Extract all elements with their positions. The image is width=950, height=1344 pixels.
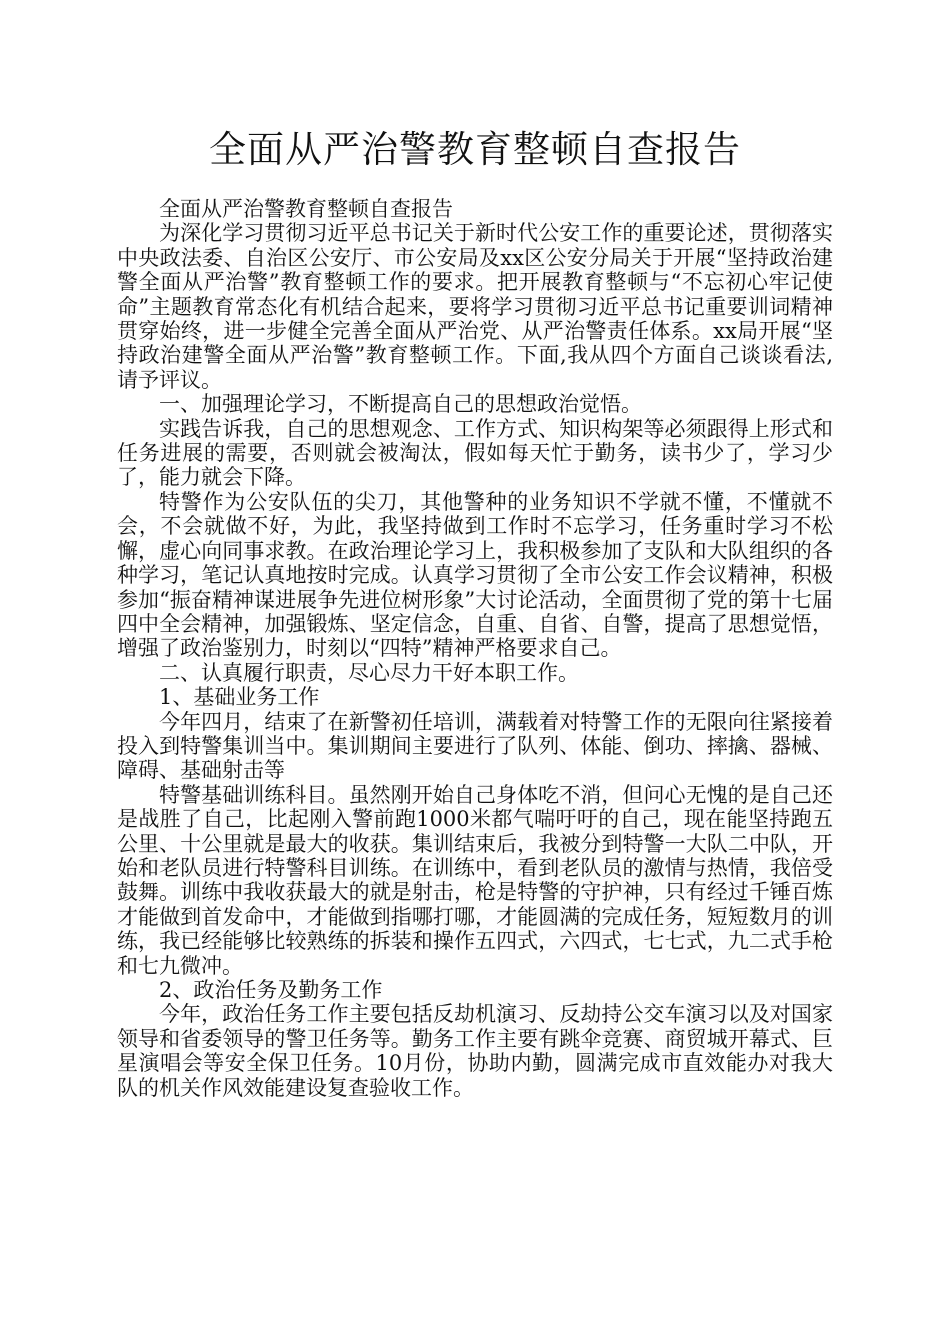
paragraph: 今年，政治任务工作主要包括反劫机演习、反劫持公交车演习以及对国家领导和省委领导的警卫任务等。勤务工作主要有跳伞竞赛、商贸城开幕式、巨星演唱会等安全保卫任务。10月份，协助内勤，圆满完成市直效能办对我大队的机关作风效能建设复查验收工作。	[117, 1002, 833, 1100]
subsection-heading-1: 1、基础业务工作	[159, 685, 320, 710]
document-body	[117, 197, 833, 1100]
paragraph: 特警作为公安队伍的尖刀，其他警种的业务知识不学就不懂，不懂就不会，不会就做不好，为此，我坚持做到工作时不忘学习，任务重时学习不松懈，虚心向同事求教。在政治理论学习上，我积极参加了支队和大队组织的各种学习，笔记认真地按时完成。认真学习贯彻了全市公安工作会议精神，积极参加“振奋精神谋进展争先进位树形象”大讨论活动，全面贯彻了党的第十七届四中全会精神，加强锻炼、坚定信念，自重、自省、自警，提高了思想觉悟，增强了政治鉴别力，时刻以“四特”精神严格要求自己。	[117, 489, 833, 661]
section-heading-2: 二、认真履行职责，尽心尽力干好本职工作。	[159, 660, 579, 685]
paragraph: 特警基础训练科目。虽然刚开始自己身体吃不消，但问心无愧的是自己还是战胜了自己，比起刚入警前跑1000米都气喘吁吁的自己，现在能坚持跑五公里、十公里就是最大的收获。集训结束后，我被分到特警一大队二中队，开始和老队员进行特警科目训练。在训练中，看到老队员的激情与热情，我倍受鼓舞。训练中我收获最大的就是射击，枪是特警的守护神，只有经过千锤百炼才能做到首发命中，才能做到指哪打哪，才能圆满的完成任务，短短数月的训练，我已经能够比较熟练的拆装和操作五四式，六四式，七七式，九二式手枪和七九微冲。	[117, 782, 833, 978]
paragraph-subtitle: 全面从严治警教育整顿自查报告	[159, 197, 453, 221]
paragraph: 今年四月，结束了在新警初任培训，满载着对特警工作的无限向往紧接着投入到特警集训当中。集训期间主要进行了队列、体能、倒功、摔擒、器械、障碍、基础射击等	[117, 709, 833, 783]
document-title: 全面从严治警教育整顿自查报告	[209, 128, 741, 171]
paragraph-intro: 为深化学习贯彻习近平总书记关于新时代公安工作的重要论述，贯彻落实中央政法委、自治区公安厅、市公安局及xx区公安分局关于开展“坚持政治建警全面从严治警”教育整顿工作的要求。把开展教育整顿与“不忘初心牢记使命”主题教育常态化有机结合起来，要将学习贯彻习近平总书记重要训词精神贯穿始终，进一步健全完善全面从严治党、从严治警责任体系。xx局开展“坚持政治建警全面从严治警”教育整顿工作。下面,我从四个方面自己谈谈看法,请予评议。	[117, 221, 833, 392]
paragraph: 实践告诉我，自己的思想观念、工作方式、知识构架等必须跟得上形式和任务进展的需要，否则就会被淘汰，假如每天忙于勤务，读书少了，学习少了，能力就会下降。	[117, 416, 833, 490]
subsection-heading-2: 2、政治任务及勤务工作	[159, 978, 383, 1002]
section-heading-1: 一、加强理论学习，不断提高自己的思想政治觉悟。	[159, 392, 642, 417]
